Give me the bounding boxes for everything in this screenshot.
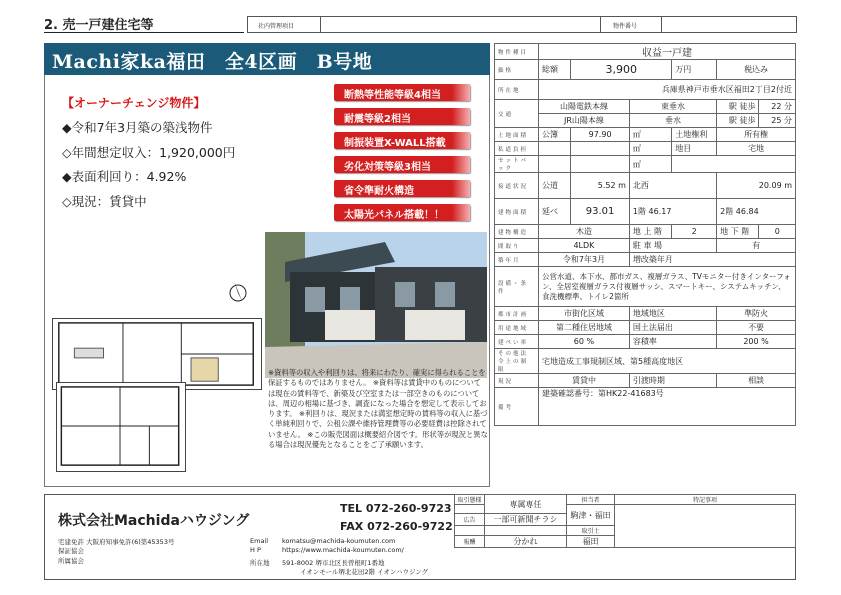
bullet-4: ◇現況：賃貸中 (62, 194, 147, 209)
hp-label: H P (250, 546, 261, 554)
feature-tag: 省令準耐火構造 (334, 180, 470, 197)
hp-link[interactable]: https://www.machida-koumuten.com/ (282, 546, 404, 554)
company-fax: FAX 072-260-9722 (340, 520, 453, 533)
feature-tag: 断熱等性能等級4相当 (334, 84, 470, 101)
feature-tag: 劣化対策等級3相当 (334, 156, 470, 173)
email-link[interactable]: komatsu@machida-koumuten.com (282, 537, 396, 545)
title-underline (44, 32, 244, 33)
feature-tag: 太陽光パネル搭載！！ (334, 204, 470, 221)
address-label: 所在地 (250, 559, 270, 567)
guarantee: 保証協会 (58, 547, 84, 555)
feature-tag: 制振装置X-WALL搭載 (334, 132, 470, 149)
bullet-2: ◇年間想定収入：1,920,000円 (62, 145, 236, 160)
spec-table: 物件種目 収益一戸建 価格 総額 3,900 万円 税込み 所在地 兵庫県神戸市垂水区福田2丁目2付近 交通 山陽電鉄本線 東垂水 駅 徒歩 22 分 JR山陽本線 垂水 駅 徒歩 25 分 土地面積 公簿 97.90 ㎡ 土地権利 所有権 私道負担 ㎡ 地目 宅地 セットバック ㎡ 接道状況 公道 5.52 m 北西 20.09 m 建物面積 延べ 93.01 1階 46.17 2階 46.84 建物構造 木造 地 上 階 2 地 下 階 0 間取り 4LDK 駐 車 場 有 築年月 令和7年3月 増改築年月 設備・条件 公営水道、本下水、都市ガス、複層ガラス、TVモニター付きインターフォン、全居室複層ガラス付複層サッシ、スマートキー、システムキッチン、食洗機標準、トイレ2箇所 都市計画 市街化区域 地域地区 準防火 用途地域 第二種住居地域 国土法届出 不要 建ぺい率 60 % 容積率 200 % その他法令上の制限 宅地造成工事規制区域、第5種高度地区 現況 賃貸中 引渡時期 相談 備考 建築確認番号：第HK22-41683号 (494, 43, 796, 426)
banner-title: Machi家ka福田 全4区画 B号地 (52, 51, 373, 73)
floor-plan-1f (52, 318, 262, 390)
floor-plan-2f (56, 382, 186, 472)
owner-change-label: 【オーナーチェンジ物件】 (62, 96, 206, 110)
feature-tag: 耐震等級2相当 (334, 108, 470, 125)
address-2: イオンモール堺北花田2階 イオンハウジング (300, 568, 429, 576)
email-label: Email (250, 537, 269, 545)
banner (44, 43, 490, 75)
compass-icon (228, 275, 248, 305)
page-title: 2. 売一戸建住宅等 (44, 18, 154, 33)
address: 591-8002 堺市北区長曽根町1番地 (282, 559, 385, 567)
property-no-label: 物件番号 (613, 23, 638, 30)
company-tel: TEL 072-260-9723 (340, 502, 452, 515)
bullet-3: ◆表面利回り：4.92% (62, 169, 187, 184)
disclaimer-notes: ※資料等の収入や利回りは、将来にわたり、確実に得られることを保証するものではありません。 ※資料等は賃貸中のものについては現在の賃料等で、新築及び空室または一部空きのものについては、周辺の相場に基づき、調査になった場合を想定して表示しております。 ※利回りは、現況または満室想定時の賃料等の収入に基づく単純利回りで、公租公課や維持管理費等の必要経費は控除されていません。 ※この販売図面は概要紹介図です。形状等が現況と異なる場合は現況優先となることをご了承願います。 (268, 368, 488, 450)
association: 所属協会 (58, 557, 84, 565)
house-photo (265, 232, 487, 378)
license: 宅建免許 大阪府知事免許(6)第45353号 (58, 538, 175, 546)
company-name: 株式会社Machidaハウジング (58, 513, 250, 529)
trade-table: 取引態様 専属専任 担当者 特記事項 駒津・福田 広告 一部可新聞チラシ 取引士 報酬 分かれ 福田 (454, 494, 796, 548)
header-management-box (247, 16, 797, 33)
bullet-1: ◆令和7年3月築の築浅物件 (62, 120, 213, 135)
mgmt-label: 社内管理項目 (258, 23, 295, 30)
